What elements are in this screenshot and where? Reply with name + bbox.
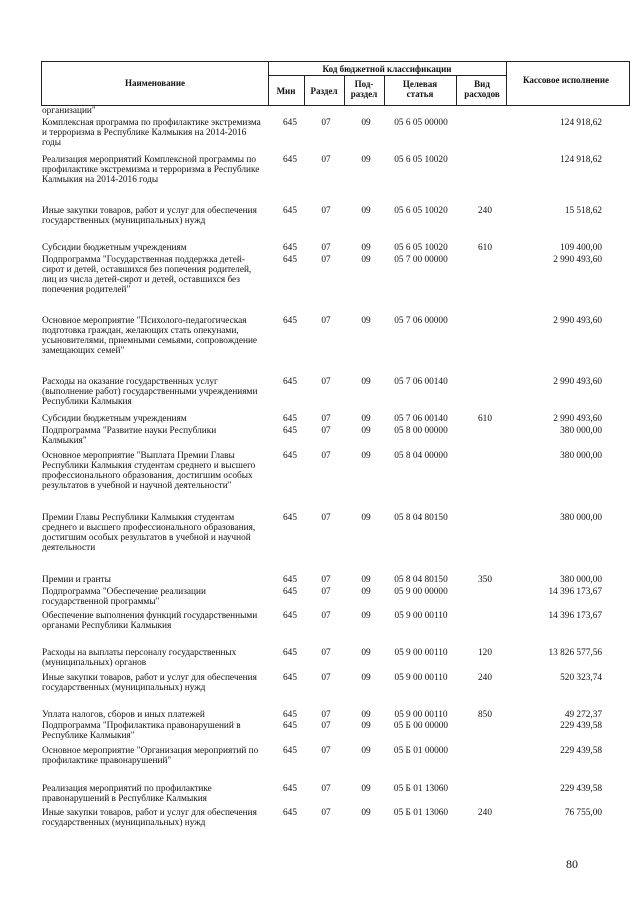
row-statya: 05 Б 01 13060	[393, 808, 449, 818]
row-vid: 120	[478, 648, 492, 658]
row-podrazdel: 09	[361, 155, 371, 165]
row-vid: 350	[478, 575, 492, 585]
row-name: Подпрограмма "Развитие науки Республики Калмыкия"	[42, 426, 217, 446]
row-min: 645	[283, 206, 297, 216]
row-podrazdel: 09	[361, 206, 371, 216]
row-podrazdel: 09	[361, 243, 371, 253]
row-statya: 05 6 05 00000	[394, 118, 448, 128]
row-name: Подпрограмма "Профилактика правонарушений в Республике Калмыкия"	[42, 721, 241, 741]
row-name: Премии Главы Республики Калмыкия студентам среднего и высшего профессионального образования, достигшим особых результатов в учебной и научной деятельности	[42, 513, 256, 553]
row-statya: 05 9 00 00000	[394, 587, 448, 597]
row-min: 645	[283, 587, 297, 597]
row-razdel: 07	[321, 414, 331, 424]
row-statya: 05 8 04 80150	[394, 513, 448, 523]
row-razdel: 07	[321, 575, 331, 585]
row-podrazdel: 09	[361, 808, 371, 818]
row-razdel: 07	[321, 426, 331, 436]
row-podrazdel: 09	[361, 513, 371, 523]
row-podrazdel: 09	[361, 118, 371, 128]
row-statya: 05 6 05 10020	[394, 243, 448, 253]
row-min: 645	[283, 710, 297, 720]
row-min: 645	[283, 784, 297, 794]
row-name: Иные закупки товаров, работ и услуг для обеспечения государственных (муниципальных) нужд	[42, 808, 257, 828]
row-name: Комплексная программа по профилактике экстремизма и терроризма в Республике Калмыкия на 2014-2016 годы	[42, 118, 261, 148]
row-min: 645	[283, 648, 297, 658]
header-min: Мин	[276, 86, 296, 96]
row-sum: 380 000,00	[560, 451, 602, 461]
row-name: Премии и гранты	[42, 575, 111, 585]
row-min: 645	[283, 414, 297, 424]
row-sum: 13 826 577,56	[548, 648, 602, 658]
row-min: 645	[283, 451, 297, 461]
row-razdel: 07	[321, 255, 331, 265]
row-statya: 05 7 00 00000	[394, 255, 448, 265]
row-statya: 05 8 04 00000	[394, 451, 448, 461]
row-name: Основное мероприятие "Психолого-педагогическая подготовка граждан, желающих стать опекунами, усыновителями, приемными семьями, сопровождение замещающих семей"	[42, 316, 258, 356]
row-min: 645	[283, 721, 297, 731]
row-sum: 14 396 173,67	[548, 611, 602, 621]
row-min: 645	[283, 377, 297, 387]
row-podrazdel: 09	[361, 784, 371, 794]
header-code-group: Код бюджетной классификации	[322, 64, 452, 74]
row-statya: 05 9 00 00110	[394, 710, 448, 720]
row-razdel: 07	[321, 710, 331, 720]
row-name: Иные закупки товаров, работ и услуг для обеспечения государственных (муниципальных) нужд	[42, 206, 257, 226]
row-name: Обеспечение выполнения функций государственными органами Республики Калмыкия	[42, 611, 258, 631]
header-razdel: Раздел	[310, 86, 338, 96]
row-statya: 05 9 00 00110	[394, 673, 448, 683]
row-vid: 240	[478, 673, 492, 683]
row-name: Реализация мероприятий Комплексной программы по профилактике экстремизма и терроризма в Республике Калмыкия на 2014-2016 годы	[42, 155, 260, 185]
row-sum: 229 439,58	[560, 784, 602, 794]
row-statya: 05 6 05 10020	[394, 206, 448, 216]
row-sum: 2 990 493,60	[553, 316, 602, 326]
row-sum: 49 272,37	[564, 710, 602, 720]
row-razdel: 07	[321, 587, 331, 597]
row-sum: 2 990 493,60	[553, 414, 602, 424]
row-name: Реализация мероприятий по профилактике правонарушений в Республике Калмыкия	[42, 784, 212, 804]
row-min: 645	[283, 746, 297, 756]
row-razdel: 07	[321, 648, 331, 658]
row-podrazdel: 09	[361, 575, 371, 585]
row-min: 645	[283, 513, 297, 523]
row-vid: 850	[478, 710, 492, 720]
row-min: 645	[283, 255, 297, 265]
row-name: Субсидии бюджетным учреждениям	[42, 414, 187, 424]
row-sum: 14 396 173,67	[548, 587, 602, 597]
row-min: 645	[283, 155, 297, 165]
row-name: Уплата налогов, сборов и иных платежей	[42, 710, 205, 720]
row-vid: 240	[478, 808, 492, 818]
row-podrazdel: 09	[361, 673, 371, 683]
row-name: Подпрограмма "Обеспечение реализации государственной программы"	[42, 587, 206, 607]
row-sum: 520 323,74	[560, 673, 602, 683]
row-statya: 05 Б 01 13060	[393, 784, 449, 794]
row-sum: 2 990 493,60	[553, 255, 602, 265]
row-razdel: 07	[321, 673, 331, 683]
row-sum: 109 400,00	[560, 243, 602, 253]
row-min: 645	[283, 808, 297, 818]
row-name: Расходы на оказание государственных услуг (выполнение работ) государственными учреждениями Республики Калмыкия	[42, 377, 258, 407]
row-statya: 05 Б 01 00000	[393, 746, 449, 756]
row-min: 645	[283, 673, 297, 683]
row-min: 645	[283, 611, 297, 621]
row-min: 645	[283, 118, 297, 128]
row-name: Основное мероприятие "Организация мероприятий по профилактике правонарушений"	[42, 746, 259, 766]
row-sum: 2 990 493,60	[553, 377, 602, 387]
header-podrazdel: Под-раздел	[350, 79, 378, 99]
row-sum: 380 000,00	[560, 513, 602, 523]
row-statya: 05 8 00 00000	[394, 426, 448, 436]
row-razdel: 07	[321, 316, 331, 326]
header-name: Наименование	[125, 78, 185, 88]
row-vid: 610	[478, 414, 492, 424]
row-statya: 05 9 00 00110	[394, 648, 448, 658]
row-name: Субсидии бюджетным учреждениям	[42, 243, 187, 253]
row-podrazdel: 09	[361, 255, 371, 265]
row-podrazdel: 09	[361, 414, 371, 424]
row-razdel: 07	[321, 243, 331, 253]
row-podrazdel: 09	[361, 721, 371, 731]
row-sum: 380 000,00	[560, 575, 602, 585]
row-razdel: 07	[321, 377, 331, 387]
row-razdel: 07	[321, 206, 331, 216]
row-min: 645	[283, 243, 297, 253]
row-name: Иные закупки товаров, работ и услуг для обеспечения государственных (муниципальных) нужд	[42, 673, 257, 693]
row-razdel: 07	[321, 513, 331, 523]
row-podrazdel: 09	[361, 746, 371, 756]
row-name: Расходы на выплаты персоналу государственных (муниципальных) органов	[42, 648, 237, 668]
page-number: 80	[566, 857, 578, 871]
header-ispolnenie: Кассовое исполнение	[522, 75, 610, 85]
row-name: Основное мероприятие "Выплата Премии Главы Республики Калмыкия студентам среднего и высшего профессионального образования, достигшим особых результатов в учебной и научной деятельности"	[42, 451, 256, 491]
row-podrazdel: 09	[361, 316, 371, 326]
row-vid: 610	[478, 243, 492, 253]
row-razdel: 07	[321, 746, 331, 756]
row-sum: 76 755,00	[564, 808, 602, 818]
row-podrazdel: 09	[361, 648, 371, 658]
row-razdel: 07	[321, 155, 331, 165]
row-sum: 15 518,62	[564, 206, 602, 216]
row-podrazdel: 09	[361, 710, 371, 720]
row-min: 645	[283, 575, 297, 585]
row-razdel: 07	[321, 784, 331, 794]
row-razdel: 07	[321, 611, 331, 621]
row-statya: 05 7 06 00140	[394, 414, 448, 424]
row-podrazdel: 09	[361, 377, 371, 387]
row-name: организации"	[42, 106, 96, 116]
row-podrazdel: 09	[361, 426, 371, 436]
row-name: Подпрограмма "Государственная поддержка детей-сирот и детей, оставшихся без попечения родителей, лиц из числа детей-сирот и детей, оставшихся без попечения родителей"	[42, 255, 252, 295]
row-min: 645	[283, 316, 297, 326]
row-statya: 05 Б 00 00000	[393, 721, 449, 731]
row-podrazdel: 09	[361, 611, 371, 621]
row-statya: 05 8 04 80150	[394, 575, 448, 585]
row-razdel: 07	[321, 451, 331, 461]
header-statya: Целевая статья	[402, 79, 438, 99]
header-vid: Вид расходов	[464, 79, 500, 99]
row-sum: 229 439,58	[560, 746, 602, 756]
row-statya: 05 6 05 10020	[394, 155, 448, 165]
row-sum: 229 439,58	[560, 721, 602, 731]
row-statya: 05 7 06 00000	[394, 316, 448, 326]
row-statya: 05 9 00 00110	[394, 611, 448, 621]
row-sum: 124 918,62	[560, 155, 602, 165]
row-podrazdel: 09	[361, 451, 371, 461]
row-razdel: 07	[321, 118, 331, 128]
row-podrazdel: 09	[361, 587, 371, 597]
row-razdel: 07	[321, 721, 331, 731]
row-sum: 124 918,62	[560, 118, 602, 128]
row-razdel: 07	[321, 808, 331, 818]
row-statya: 05 7 06 00140	[394, 377, 448, 387]
row-min: 645	[283, 426, 297, 436]
row-sum: 380 000,00	[560, 426, 602, 436]
row-vid: 240	[478, 206, 492, 216]
